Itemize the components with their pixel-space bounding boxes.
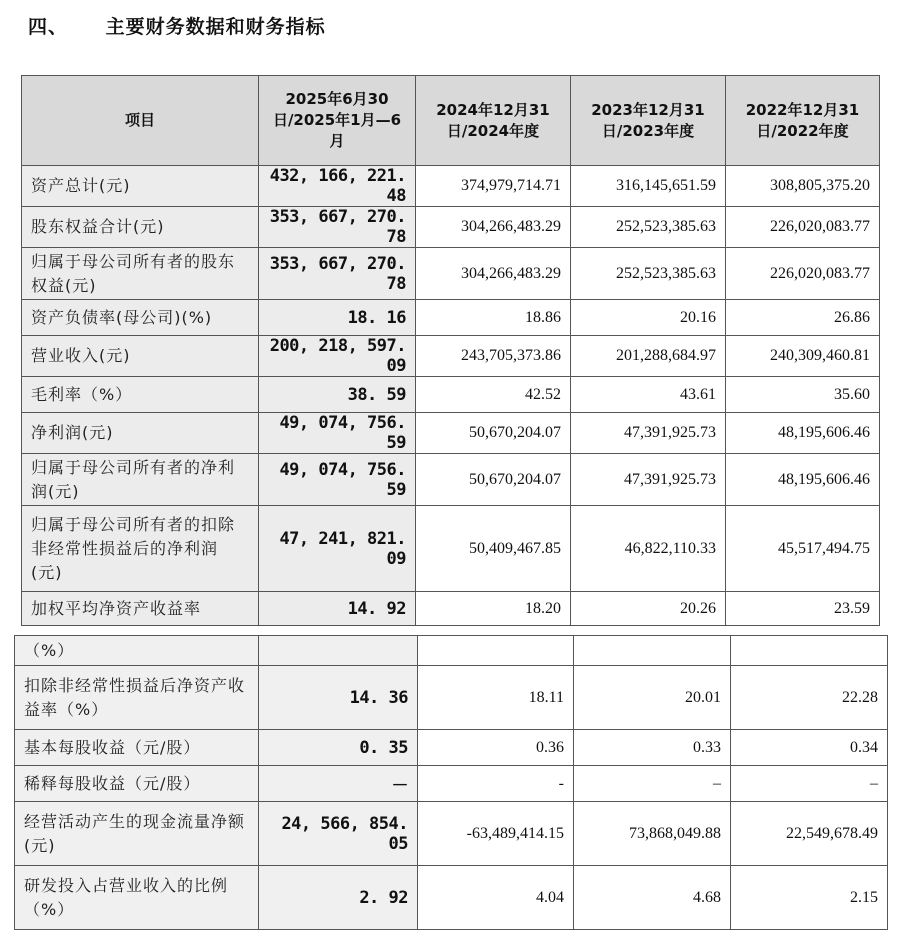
row-label: 基本每股收益（元/股）	[15, 730, 259, 766]
value-cell: 4.68	[574, 866, 731, 930]
table-row	[22, 207, 880, 248]
value-cell: 73,868,049.88	[574, 802, 731, 866]
value-cell: 18.20	[416, 592, 571, 626]
value-cell	[731, 636, 888, 666]
row-label: 净利润(元)	[22, 413, 259, 454]
current-period-value: 49, 074, 756. 59	[259, 454, 416, 506]
value-cell: 50,409,467.85	[416, 506, 571, 592]
table-row	[22, 166, 880, 207]
table-row	[22, 300, 880, 336]
value-cell: 47,391,925.73	[571, 454, 726, 506]
table-row	[22, 506, 880, 592]
value-cell: –	[731, 766, 888, 802]
row-label: 扣除非经常性损益后净资产收益率（%）	[15, 666, 259, 730]
value-cell	[574, 636, 731, 666]
row-label: 归属于母公司所有者的股东权益(元)	[22, 248, 259, 300]
header-cell: 2025年6月30日/2025年1月—6月	[259, 76, 416, 166]
table-row	[22, 377, 880, 413]
value-cell: 20.01	[574, 666, 731, 730]
current-period-value: 14. 92	[259, 592, 416, 626]
value-cell: 22,549,678.49	[731, 802, 888, 866]
value-cell: -	[418, 766, 574, 802]
value-cell	[418, 636, 574, 666]
value-cell: 201,288,684.97	[571, 336, 726, 377]
value-cell: 23.59	[726, 592, 880, 626]
table-row	[22, 336, 880, 377]
current-period-value: 18. 16	[259, 300, 416, 336]
value-cell: 42.52	[416, 377, 571, 413]
row-label: 加权平均净资产收益率	[22, 592, 259, 626]
value-cell: 308,805,375.20	[726, 166, 880, 207]
table-row	[22, 592, 880, 626]
value-cell: 18.11	[418, 666, 574, 730]
current-period-value: 49, 074, 756. 59	[259, 413, 416, 454]
row-label: 毛利率（%）	[22, 377, 259, 413]
value-cell: 374,979,714.71	[416, 166, 571, 207]
table-row	[15, 636, 888, 666]
financial-table-continued	[14, 635, 888, 930]
value-cell: –	[574, 766, 731, 802]
value-cell: 48,195,606.46	[726, 413, 880, 454]
value-cell: 20.26	[571, 592, 726, 626]
current-period-value: 47, 241, 821. 09	[259, 506, 416, 592]
section-title: 主要财务数据和财务指标	[105, 16, 326, 38]
section-number: 四、	[28, 16, 69, 38]
value-cell: 304,266,483.29	[416, 248, 571, 300]
header-row	[22, 76, 880, 166]
value-cell: 304,266,483.29	[416, 207, 571, 248]
table-row	[15, 802, 888, 866]
table-row	[22, 248, 880, 300]
current-period-value: 0. 35	[259, 730, 418, 766]
row-label: 归属于母公司所有者的扣除非经常性损益后的净利润(元)	[22, 506, 259, 592]
value-cell: 0.36	[418, 730, 574, 766]
current-period-value	[259, 636, 418, 666]
row-label: 稀释每股收益（元/股）	[15, 766, 259, 802]
current-period-value: 24, 566, 854. 05	[259, 802, 418, 866]
current-period-value: －	[259, 766, 418, 802]
table-row	[15, 666, 888, 730]
value-cell: 0.34	[731, 730, 888, 766]
current-period-value: 432, 166, 221. 48	[259, 166, 416, 207]
value-cell: 2.15	[731, 866, 888, 930]
value-cell: 316,145,651.59	[571, 166, 726, 207]
header-cell: 项目	[22, 76, 259, 166]
value-cell: 46,822,110.33	[571, 506, 726, 592]
financial-table	[21, 75, 880, 626]
row-label: 营业收入(元)	[22, 336, 259, 377]
row-label: 资产负债率(母公司)(%)	[22, 300, 259, 336]
value-cell: 45,517,494.75	[726, 506, 880, 592]
value-cell: 252,523,385.63	[571, 207, 726, 248]
value-cell: 252,523,385.63	[571, 248, 726, 300]
current-period-value: 353, 667, 270. 78	[259, 248, 416, 300]
row-label: 研发投入占营业收入的比例（%）	[15, 866, 259, 930]
value-cell: 43.61	[571, 377, 726, 413]
value-cell: 26.86	[726, 300, 880, 336]
value-cell: 226,020,083.77	[726, 207, 880, 248]
value-cell: 226,020,083.77	[726, 248, 880, 300]
row-label: 归属于母公司所有者的净利润(元)	[22, 454, 259, 506]
row-label: 资产总计(元)	[22, 166, 259, 207]
table-row	[22, 454, 880, 506]
value-cell: 35.60	[726, 377, 880, 413]
value-cell: 50,670,204.07	[416, 454, 571, 506]
value-cell: 48,195,606.46	[726, 454, 880, 506]
current-period-value: 38. 59	[259, 377, 416, 413]
row-label: 经营活动产生的现金流量净额(元)	[15, 802, 259, 866]
row-label: 股东权益合计(元)	[22, 207, 259, 248]
value-cell: -63,489,414.15	[418, 802, 574, 866]
table-row	[22, 413, 880, 454]
current-period-value: 14. 36	[259, 666, 418, 730]
section-heading	[28, 12, 326, 39]
current-period-value: 200, 218, 597. 09	[259, 336, 416, 377]
value-cell: 22.28	[731, 666, 888, 730]
value-cell: 47,391,925.73	[571, 413, 726, 454]
table-row	[15, 730, 888, 766]
value-cell: 4.04	[418, 866, 574, 930]
header-cell: 2024年12月31日/2024年度	[416, 76, 571, 166]
current-period-value: 353, 667, 270. 78	[259, 207, 416, 248]
value-cell: 20.16	[571, 300, 726, 336]
table-row	[15, 766, 888, 802]
header-cell: 2023年12月31日/2023年度	[571, 76, 726, 166]
value-cell: 243,705,373.86	[416, 336, 571, 377]
value-cell: 50,670,204.07	[416, 413, 571, 454]
value-cell: 18.86	[416, 300, 571, 336]
value-cell: 240,309,460.81	[726, 336, 880, 377]
value-cell: 0.33	[574, 730, 731, 766]
header-cell: 2022年12月31日/2022年度	[726, 76, 880, 166]
table-row	[15, 866, 888, 930]
current-period-value: 2. 92	[259, 866, 418, 930]
row-label: （%）	[15, 636, 259, 666]
